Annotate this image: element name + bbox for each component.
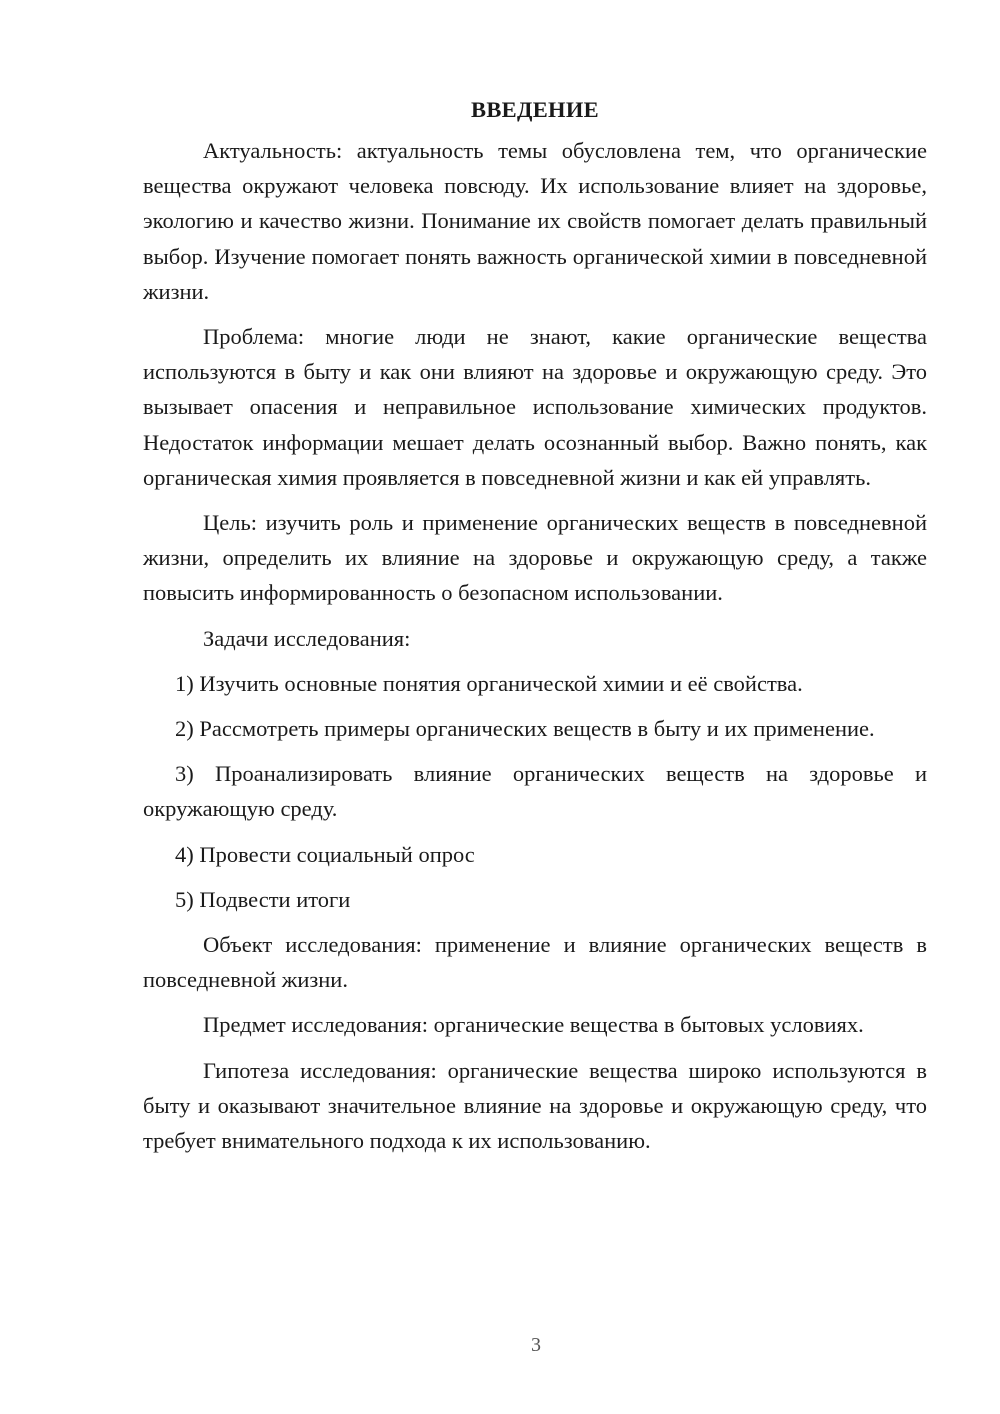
- section-title: ВВЕДЕНИЕ: [471, 97, 599, 122]
- task-item-4: 4) Провести социальный опрос: [175, 841, 475, 867]
- task-item-3: 3) Проанализировать влияние органических веществ на здоровье и окружающую среду.: [143, 761, 927, 822]
- tasks-heading: Задачи исследования:: [203, 625, 411, 651]
- task-item-5: 5) Подвести итоги: [175, 886, 351, 912]
- document-page: [143, 92, 927, 1168]
- subject-paragraph: Предмет исследования: органические вещества в бытовых условиях.: [203, 1012, 864, 1038]
- task-item-2: 2) Рассмотреть примеры органических веществ в быту и их применение.: [175, 716, 875, 742]
- relevance-paragraph: Актуальность: актуальность темы обусловлена тем, что органические вещества окружают человека повсюду. Их использование влияет на здоровье, экологию и качество жизни. Понимание их свойств помогает делать правильный выбор. Изучение помогает понять важность органической химии в повседневной жизни.: [143, 138, 927, 304]
- goal-paragraph: Цель: изучить роль и применение органических веществ в повседневной жизни, определить их влияние на здоровье и окружающую среду, а также повысить информированность о безопасном использовании.: [143, 510, 927, 606]
- page-number: 3: [531, 1334, 541, 1356]
- problem-paragraph: Проблема: многие люди не знают, какие органические вещества используются в быту и как они влияют на здоровье и окружающую среду. Это вызывает опасения и неправильное использование химических продуктов. Недостаток информации мешает делать осознанный выбор. Важно понять, как органическая химия проявляется в повседневной жизни и как ей управлять.: [143, 324, 927, 490]
- hypothesis-paragraph: Гипотеза исследования: органические вещества широко используются в быту и оказывают значительное влияние на здоровье и окружающую среду, что требует внимательного подхода к их использованию.: [143, 1057, 927, 1154]
- task-item-1: 1) Изучить основные понятия органической химии и её свойства.: [175, 670, 803, 696]
- object-paragraph: Объект исследования: применение и влияние органических веществ в повседневной жизни.: [143, 932, 927, 993]
